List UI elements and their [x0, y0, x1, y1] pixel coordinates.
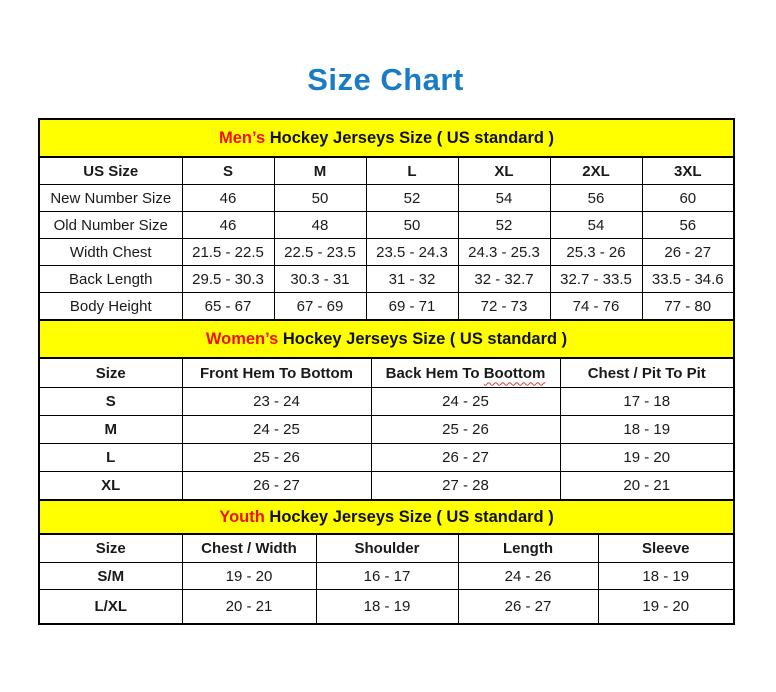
column-header: Length: [458, 534, 598, 563]
size-value: 19 - 20: [182, 563, 316, 590]
column-header: 3XL: [642, 157, 734, 185]
table-row: [39, 416, 734, 444]
size-value: 23.5 - 24.3: [366, 239, 458, 266]
size-value: 26 - 27: [458, 590, 598, 625]
size-value: 29.5 - 30.3: [182, 266, 274, 293]
size-value: 52: [458, 212, 550, 239]
column-header: 2XL: [550, 157, 642, 185]
size-value: 25.3 - 26: [550, 239, 642, 266]
column-header: XL: [458, 157, 550, 185]
column-header-misspelled: [371, 358, 560, 388]
size-value: 54: [458, 185, 550, 212]
size-value: 74 - 76: [550, 293, 642, 321]
size-value: 21.5 - 22.5: [182, 239, 274, 266]
column-header: Size: [39, 534, 182, 563]
size-value: 46: [182, 212, 274, 239]
column-header: Shoulder: [316, 534, 458, 563]
column-header: Chest / Pit To Pit: [560, 358, 734, 388]
size-value: 72 - 73: [458, 293, 550, 321]
mens-banner-text: Hockey Jerseys Size ( US standard ): [269, 128, 555, 147]
size-value: 24.3 - 25.3: [458, 239, 550, 266]
mens-size-table: [38, 118, 735, 321]
size-value: 32.7 - 33.5: [550, 266, 642, 293]
size-value: 25 - 26: [371, 416, 560, 444]
table-row: [39, 293, 734, 321]
row-label: Old Number Size: [39, 212, 182, 239]
size-value: 23 - 24: [182, 388, 371, 416]
womens-banner: [39, 320, 734, 358]
size-value: 18 - 19: [598, 563, 734, 590]
column-header: Size: [39, 358, 182, 388]
column-header: L: [366, 157, 458, 185]
table-row: [39, 563, 734, 590]
womens-header-row: [39, 358, 734, 388]
size-value: 20 - 21: [560, 472, 734, 501]
womens-size-table: [38, 319, 735, 501]
size-value: 24 - 25: [182, 416, 371, 444]
column-header: Front Hem To Bottom: [182, 358, 371, 388]
size-value: 56: [550, 185, 642, 212]
womens-banner-highlight: Women’s: [205, 329, 279, 348]
row-label: New Number Size: [39, 185, 182, 212]
table-row: [39, 266, 734, 293]
column-header: S: [182, 157, 274, 185]
youth-header-row: [39, 534, 734, 563]
size-value: 25 - 26: [182, 444, 371, 472]
size-value: 77 - 80: [642, 293, 734, 321]
size-value: 33.5 - 34.6: [642, 266, 734, 293]
table-row: [39, 472, 734, 501]
size-value: 18 - 19: [316, 590, 458, 625]
size-value: 27 - 28: [371, 472, 560, 501]
size-value: 26 - 27: [182, 472, 371, 501]
size-value: 18 - 19: [560, 416, 734, 444]
size-value: 16 - 17: [316, 563, 458, 590]
size-value: 54: [550, 212, 642, 239]
row-label: L: [39, 444, 182, 472]
size-value: 24 - 26: [458, 563, 598, 590]
row-label: L/XL: [39, 590, 182, 625]
row-label: S: [39, 388, 182, 416]
size-value: 32 - 32.7: [458, 266, 550, 293]
size-value: 30.3 - 31: [274, 266, 366, 293]
mens-banner-highlight: Men’s: [219, 128, 266, 147]
column-header: Chest / Width: [182, 534, 316, 563]
size-value: 50: [366, 212, 458, 239]
size-value: 67 - 69: [274, 293, 366, 321]
column-header: Sleeve: [598, 534, 734, 563]
size-value: 20 - 21: [182, 590, 316, 625]
womens-banner-row: [39, 320, 734, 358]
mens-header-row: [39, 157, 734, 185]
size-value: 60: [642, 185, 734, 212]
size-value: 48: [274, 212, 366, 239]
table-row: [39, 239, 734, 266]
size-value: 24 - 25: [371, 388, 560, 416]
size-value: 69 - 71: [366, 293, 458, 321]
table-row: [39, 212, 734, 239]
womens-banner-text: Hockey Jerseys Size ( US standard ): [282, 329, 568, 348]
size-value: 65 - 67: [182, 293, 274, 321]
size-value: 50: [274, 185, 366, 212]
row-label: S/M: [39, 563, 182, 590]
size-value: 17 - 18: [560, 388, 734, 416]
size-value: 56: [642, 212, 734, 239]
size-value: 26 - 27: [642, 239, 734, 266]
size-value: 22.5 - 23.5: [274, 239, 366, 266]
mens-banner-row: [39, 119, 734, 157]
table-row: [39, 185, 734, 212]
size-value: 31 - 32: [366, 266, 458, 293]
table-row: [39, 590, 734, 625]
page-title: Size Chart: [307, 62, 464, 97]
column-header: US Size: [39, 157, 182, 185]
youth-banner: [39, 500, 734, 534]
size-value: 52: [366, 185, 458, 212]
row-label: Width Chest: [39, 239, 182, 266]
table-row: [39, 444, 734, 472]
size-value: 19 - 20: [560, 444, 734, 472]
row-label: Body Height: [39, 293, 182, 321]
youth-banner-row: [39, 500, 734, 534]
youth-size-table: [38, 499, 735, 625]
youth-banner-highlight: Youth: [219, 507, 265, 526]
row-label: Back Length: [39, 266, 182, 293]
back-hem-prefix: Back Hem To: [385, 364, 480, 382]
size-value: 19 - 20: [598, 590, 734, 625]
table-row: [39, 388, 734, 416]
youth-banner-text: Hockey Jerseys Size ( US standard ): [269, 507, 554, 526]
size-value: 46: [182, 185, 274, 212]
row-label: XL: [39, 472, 182, 501]
back-hem-misspelled-word: Boottom: [483, 364, 546, 382]
size-value: 26 - 27: [371, 444, 560, 472]
mens-banner: [39, 119, 734, 157]
row-label: M: [39, 416, 182, 444]
column-header: M: [274, 157, 366, 185]
